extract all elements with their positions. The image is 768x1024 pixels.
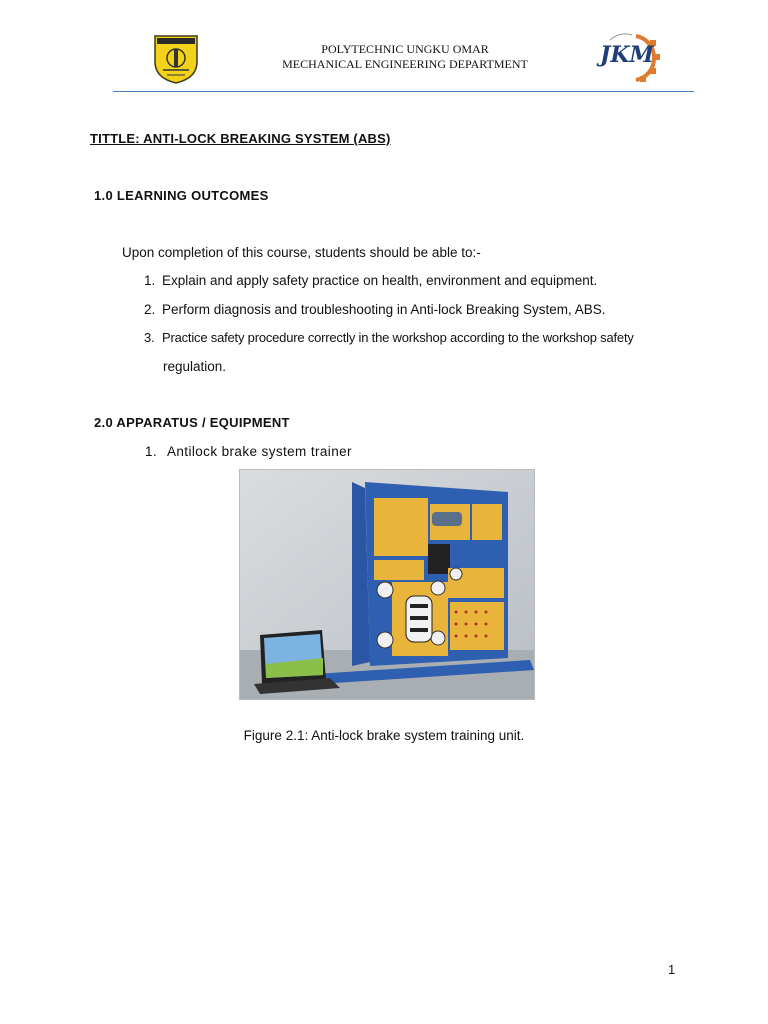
abs-trainer-photo <box>239 469 535 700</box>
department-name: MECHANICAL ENGINEERING DEPARTMENT <box>282 57 528 71</box>
section-heading-learning-outcomes: 1.0 LEARNING OUTCOMES <box>94 188 269 203</box>
page-number: 1 <box>668 962 676 977</box>
list-item-number: 2. <box>144 302 156 317</box>
list-item-continuation: regulation. <box>163 359 227 374</box>
list-item-text: Practice safety procedure correctly in the workshop according to the workshop safety <box>162 330 634 345</box>
polytechnic-crest-logo <box>153 34 199 84</box>
list-item-number: 1. <box>145 444 158 459</box>
list-item-text: Explain and apply safety practice on health, environment and equipment. <box>162 273 598 288</box>
jkm-logo-text: JKM <box>600 42 654 68</box>
list-item-text: Perform diagnosis and troubleshooting in Anti-lock Breaking System, ABS. <box>162 302 606 317</box>
list-item <box>144 302 605 317</box>
list-item-number: 3. <box>144 330 155 345</box>
institution-name: POLYTECHNIC UNGKU OMAR <box>321 42 489 56</box>
section1-intro: Upon completion of this course, students should be able to:- <box>122 245 481 260</box>
figure-caption: Figure 2.1: Anti-lock brake system training unit. <box>243 728 525 743</box>
list-item <box>144 330 634 345</box>
section-heading-apparatus: 2.0 APPARATUS / EQUIPMENT <box>94 415 290 430</box>
list-item <box>145 444 352 459</box>
page-title: TITTLE: ANTI-LOCK BREAKING SYSTEM (ABS) <box>90 131 391 146</box>
header-divider <box>113 91 694 92</box>
list-item-text: Antilock brake system trainer <box>167 444 352 459</box>
header-institution-block <box>240 42 570 72</box>
list-item <box>144 273 597 288</box>
jkm-gear-logo <box>596 30 660 86</box>
list-item-number: 1. <box>144 273 156 288</box>
